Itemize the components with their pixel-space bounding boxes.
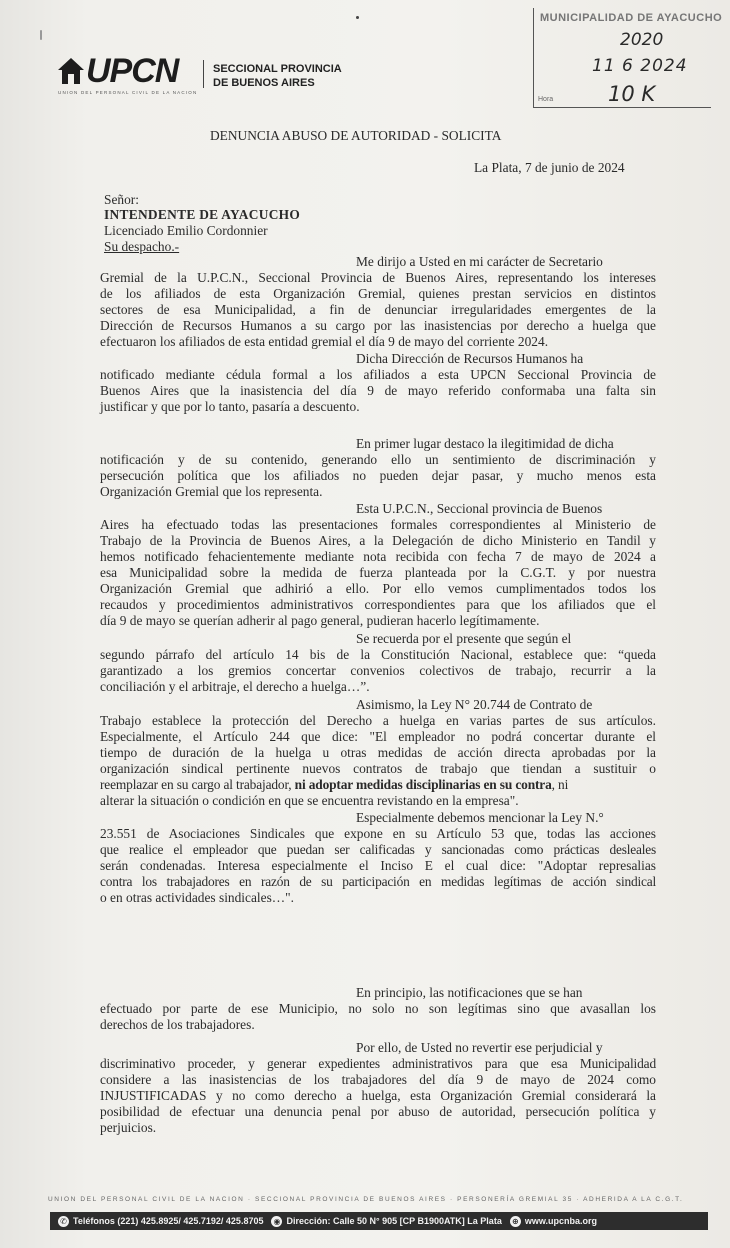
paragraph-line: segundo párrafo del artículo 14 bis de la Constitución Nacional, establece que: “queda: [100, 647, 656, 662]
paragraph-line: garantizado a los gremios concertar convenios colectivos de trabajo, recurrir a la: [100, 663, 656, 678]
paragraph-line: notificación y de su contenido, generando ello un sentimiento de discriminación y: [100, 452, 656, 467]
paragraph-line: Dicha Dirección de Recursos Humanos ha: [356, 351, 584, 366]
paragraph-line: hemos notificado fehacientemente mediante nota recibida con fecha 7 de mayo de 2024 a: [100, 549, 656, 564]
paragraph-line: posibilidad de efectuar una denuncia penal por abuso de autoridad, persecución política y: [100, 1104, 656, 1119]
paragraph-line-mixed: [100, 777, 656, 793]
recipient-closing: Su despacho.-: [104, 239, 180, 254]
paragraph-line: Aires ha efectuado todas las presentaciones formales correspondientes al Ministerio de: [100, 517, 656, 532]
salutation: Señor:: [104, 192, 139, 207]
footer-contact-bar: [50, 1212, 708, 1230]
reception-stamp: [533, 8, 723, 108]
house-logo-icon: [56, 54, 86, 90]
footer-web-text[interactable]: www.upcnba.org: [524, 1216, 597, 1226]
paragraph-line: sectores de esa Municipalidad, a fin de denunciar irregularidades emergentes de la: [100, 302, 656, 317]
paragraph-line: justificar y que por lo tanto, pasaría a descuento.: [100, 399, 360, 414]
paragraph-line: conciliación y el arbitraje, el derecho a huelga…”.: [100, 679, 370, 694]
paragraph-line: Me dirijo a Usted en mi carácter de Secretario: [356, 254, 603, 269]
logo-seccional: [213, 62, 342, 90]
paragraph-line: esa Municipalidad sobre la medida de fuerza planteada por la C.G.T. y por nuestra: [100, 565, 656, 580]
letter-place-date: La Plata, 7 de junio de 2024: [474, 160, 625, 175]
paragraph-line: discriminativo proceder, y generar expedientes administrativos para que esa Municipalidad: [100, 1056, 656, 1071]
footer-organization-line: UNION DEL PERSONAL CIVIL DE LA NACION · SECCIONAL PROVINCIA DE BUENOS AIRES · PERSONERÍA GREMIAL 35 · ADHERIDA A LA C.G.T.: [48, 1196, 684, 1203]
stamp-hora-label: Hora: [538, 96, 554, 103]
paragraph-line: Trabajo establece la protección del Derecho a huelga en varias partes de sus artículos.: [100, 713, 656, 728]
paragraph-line: derechos de los trabajadores.: [100, 1017, 255, 1032]
footer-phones: [58, 1216, 263, 1227]
paragraph-line: Buenos Aires que la inasistencia del día 9 de mayo referido conformaba una falta sin: [100, 383, 656, 398]
speck: [356, 16, 359, 19]
logo-tagline: UNION DEL PERSONAL CIVIL DE LA NACION: [58, 90, 198, 95]
seccional-line-1: SECCIONAL PROVINCIA: [213, 63, 342, 75]
seccional-line-2: DE BUENOS AIRES: [213, 77, 315, 89]
paragraph-line: que realice el empleador que puedan ser calificadas y sancionadas como prácticas desleales: [100, 842, 656, 857]
globe-icon: ⊕: [510, 1216, 521, 1227]
paragraph-line: Esta U.P.C.N., Seccional provincia de Buenos: [356, 501, 603, 516]
paragraph-line: Trabajo de la Provincia de Buenos Aires, a la Delegación de dicho Ministerio en Tandil y: [100, 533, 656, 548]
paragraph-line: organización sindical pertinente nuevos contratos de trabajo que tiendan a sustituir o: [100, 761, 656, 776]
paragraph-line: recaudos y procedimientos administrativos correspondientes para que los afiliados que el: [100, 597, 656, 612]
recipient-title: INTENDENTE DE AYACUCHO: [104, 207, 301, 222]
text-run: , ni: [551, 777, 569, 792]
footer-web[interactable]: [510, 1216, 597, 1227]
paragraph-line: notificado mediante cédula formal a los afiliados a esta UPCN Seccional Provincia de: [100, 367, 656, 382]
letter-subject: DENUNCIA ABUSO DE AUTORIDAD - SOLICITA: [210, 128, 502, 143]
paragraph-line: de los afiliados de esta Organización Gremial, quienes prestan servicios en distintos: [100, 286, 656, 301]
text-run: reemplazar en su cargo al trabajador,: [100, 777, 295, 792]
paragraph-line: tiempo de duración de la huelga u otras medidas de acción directa aprobadas por la: [100, 745, 656, 760]
paragraph-line: efectuado por parte de ese Municipio, no solo no son legítimas sino que avasallan los: [100, 1001, 656, 1016]
paragraph-line: persecución política que los afiliados no pueden dejar pasar, y mucho menos esta: [100, 468, 656, 483]
recipient-name: Licenciado Emilio Cordonnier: [104, 223, 268, 238]
stamp-date: 11 6 2024: [592, 56, 688, 76]
speck: [40, 30, 42, 40]
paragraph-line: serán condenadas. Interesa especialmente el Inciso E el cual dice: "Adoptar represalias: [100, 858, 656, 873]
paragraph-line: Organización Gremial que adhirió a ello. Por ello vemos cumplimentados todos los: [100, 581, 656, 596]
paragraph-line: En principio, las notificaciones que se han: [356, 985, 583, 1000]
paragraph-line: considere a las inasistencias de los trabajadores del día 9 de mayo de 2024 como: [100, 1072, 656, 1087]
paragraph-line: Especialmente, el Artículo 244 que dice: "El empleador no podrá concertar durante el: [100, 729, 656, 744]
paragraph-line: Por ello, de Usted no revertir ese perjudicial y: [356, 1040, 603, 1055]
paragraph-line: En primer lugar destaco la ilegitimidad de dicha: [356, 436, 614, 451]
paragraph-line: Especialmente debemos mencionar la Ley N.°: [356, 810, 604, 825]
paragraph-line: INJUSTIFICADAS y no como derecho a huelga, esta Organización Gremial considerará la: [100, 1088, 656, 1103]
paragraph-line: Gremial de la U.P.C.N., Seccional Provincia de Buenos Aires, representando los intereses: [100, 270, 656, 285]
stamp-title: MUNICIPALIDAD DE AYACUCHO: [540, 12, 723, 24]
location-pin-icon: ◉: [271, 1216, 282, 1227]
paragraph-line: o en otras actividades sindicales…".: [100, 890, 294, 905]
logo-divider: [203, 60, 204, 88]
emphasized-text: ni adoptar medidas disciplinarias en su contra: [294, 777, 552, 792]
paragraph-line: 23.551 de Asociaciones Sindicales que expone en su Artículo 53 que, todas las acciones: [100, 826, 656, 841]
stamp-number: 2020: [620, 30, 664, 50]
phone-icon: ✆: [58, 1216, 69, 1227]
footer-address: [271, 1216, 501, 1227]
logo-wordmark: UPCN: [86, 52, 179, 90]
paragraph-line: perjuicios.: [100, 1120, 157, 1135]
paragraph-line: Se recuerda por el presente que según el: [356, 631, 572, 646]
stamp-initials: 10 K: [608, 82, 656, 106]
paragraph-line: Dirección de Recursos Humanos a su cargo por las inasistencias por derecho a huelga que: [100, 318, 656, 333]
footer-phones-text: Teléfonos (221) 425.8925/ 425.7192/ 425.8705: [73, 1216, 264, 1226]
paragraph-line: Organización Gremial que los representa.: [100, 484, 323, 499]
paragraph-line: efectuaron los afiliados de esta entidad gremial el día 9 de mayo del corriente 2024.: [100, 334, 549, 349]
paragraph-line: Asimismo, la Ley N° 20.744 de Contrato de: [356, 697, 593, 712]
footer-address-text: Dirección: Calle 50 N° 905 [CP B1900ATK] La Plata: [286, 1216, 502, 1226]
paragraph-line: día 9 de mayo se querían adherir al pago general, pudieran hacerlo legítimamente.: [100, 613, 540, 628]
paragraph-line: alterar la situación o condición en que se encuentra revistando en la empresa".: [100, 793, 519, 808]
paragraph-line: contra los trabajadores en razón de su participación en medidas legítimas de acción sindical: [100, 874, 656, 889]
upcn-logo: [56, 52, 346, 100]
